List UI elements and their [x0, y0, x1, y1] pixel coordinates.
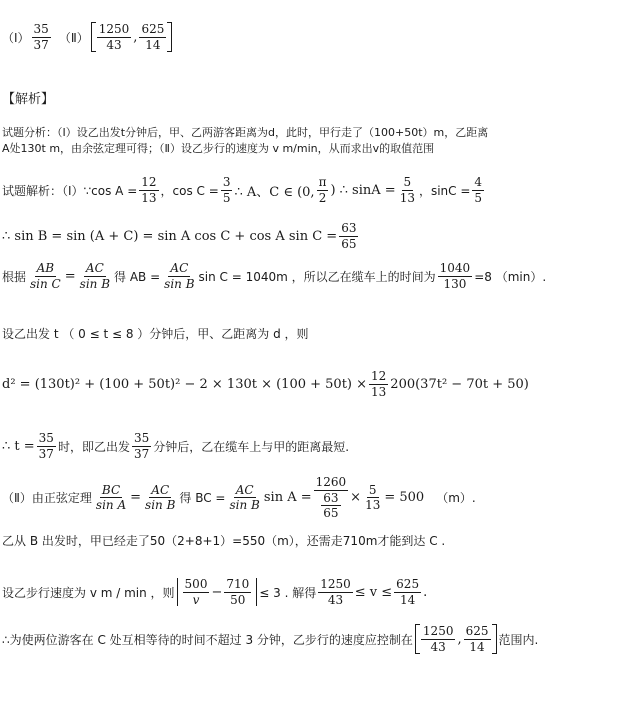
solution-line-10: ∴为使两位游客在 C 处互相等待的时间不超过 3 分钟，乙步行的速度应控制在 $\frac{1250}{43}$ , $\frac{625}{14}$ 范围内.	[2, 624, 539, 654]
solution-line-4: 设乙出发 t （ 0 ≤ t ≤ 8 ）分钟后，甲、乙距离为 d ，则	[2, 327, 309, 341]
solution-line-6: ∴ t = $\frac{35}{37}$ 时，即乙出发 $\frac{35}{37}$ 分钟后，乙在缆车上与甲的距离最短.	[2, 431, 350, 461]
section-heading: 【解析】	[2, 92, 55, 107]
answer-interval: $\frac{1250}{43}$ , $\frac{625}{14}$	[91, 22, 173, 52]
answer-part1-fraction: $\frac{35}{37}$	[33, 22, 49, 52]
solution-line-3: 根据 $\frac{AB}{\text{sin C}}$ = $\frac{AC}{\text{sin B}}$ 得 AB = $\frac{AC}{\text{sin B}}$ sin C = 1040m ，所以乙在缆车上的时间为 $\frac{1040}{130}$ =8 （min）.	[2, 261, 547, 291]
answer-part1-label: （Ⅰ）	[2, 30, 30, 45]
solution-line-5: d² = (130t)² + (100 + 50t)² − 2 × 130t × (100 + 50t) × $\frac{12}{13}$ 200(37t² − 70t + 50)	[2, 369, 529, 399]
solution-line-8: 乙从 B 出发时，甲已经走了50（2+8+1）=550（m），还需走710m才能到达 C .	[2, 534, 446, 548]
solution-line-7: （Ⅱ）由正弦定理 $\frac{BC}{\text{sin A}}$ = $\frac{AC}{\text{sin B}}$ 得 BC = $\frac{AC}{\text{sin B}}$ sin A = $\frac{1260}{\frac{63}{65}}$ × $\frac{5}{13}$ = 500 （m）.	[2, 475, 476, 521]
solution-line-1: 试题解析：（Ⅰ）∵cos A = $\frac{12}{13}$ ，cos C = $\frac{3}{5}$ ∴ A、C ∈ (0, $\frac{\pi}{2}$ ) ∴ sinA = $\frac{5}{13}$ ，sinC = $\frac{4}{5}$	[2, 175, 483, 205]
answer-line	[2, 22, 174, 52]
answer-part2-label: （Ⅱ）	[58, 30, 89, 45]
analysis-line-1: 试题分析：（Ⅰ）设乙出发t分钟后，甲、乙两游客距离为d，此时，甲行走了（100+50t）m，乙距离	[2, 126, 489, 139]
analysis-line-2: A处130t m，由余弦定理可得；（Ⅱ）设乙步行的速度为 v m/min，从而求出v的取值范围	[2, 142, 435, 155]
solution-line-2: ∴ sin B = sin (A + C) = sin A cos C + cos A sin C = $\frac{63}{65}$	[2, 221, 357, 251]
solution-line-9: 设乙步行速度为 v m / min ，则 $\frac{500}{v}$ − $\frac{710}{50}$ ≤ 3 . 解得 $\frac{1250}{43}$ ≤ v ≤ $\frac{625}{14}$ .	[2, 577, 428, 607]
